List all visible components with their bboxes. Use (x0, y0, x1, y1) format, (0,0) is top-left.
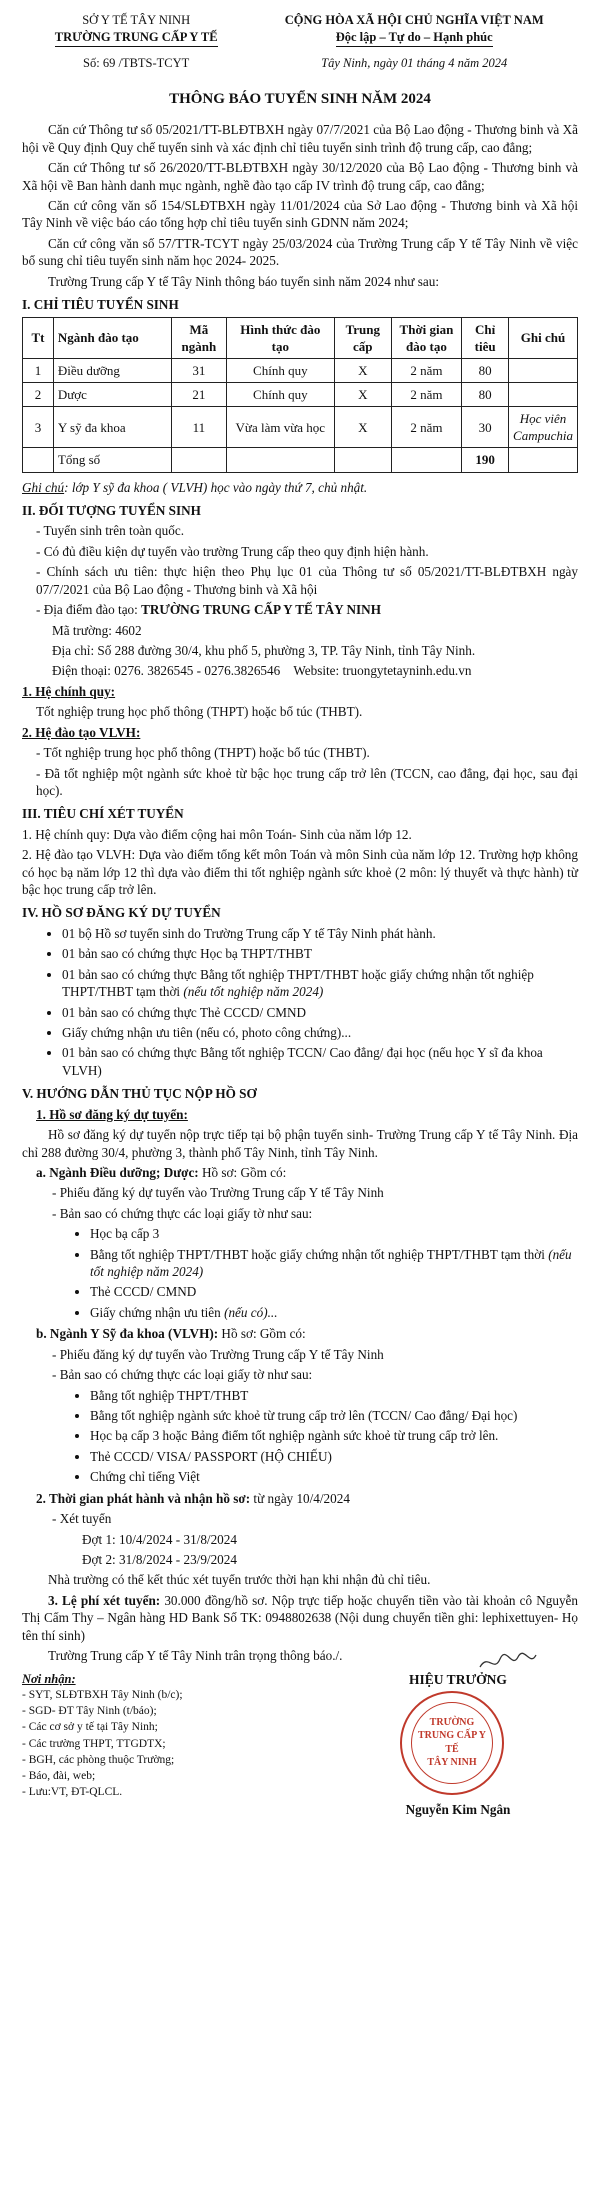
program-b-line: - Bản sao có chứng thực các loại giấy tờ như sau: (52, 1367, 313, 1383)
table-cell (509, 382, 578, 406)
table-cell: 2 năm (391, 407, 462, 448)
regular-program-heading: 1. Hệ chính quy: (22, 683, 116, 699)
national-motto (250, 12, 578, 47)
column-header: Mã ngành (171, 317, 226, 358)
eligibility-item: - Tuyển sinh trên toàn quốc. (36, 523, 184, 539)
schedule-round: Đợt 2: 31/8/2024 - 23/9/2024 (82, 1551, 237, 1567)
intro-paragraph: Trường Trung cấp Y tế Tây Ninh thông báo tuyển sinh năm 2024 như sau: (48, 273, 439, 289)
program-a-line: - Phiếu đăng ký dự tuyển vào Trường Trung cấp Y tế Tây Ninh (52, 1185, 384, 1201)
list-item: • Học bạ cấp 3 (90, 1225, 578, 1242)
eligibility-item: - Có đủ điều kiện dự tuyển vào trường Trung cấp theo quy định hiện hành. (36, 543, 429, 559)
list-item: • 01 bản sao có chứng thực Thẻ CCCD/ CMND (62, 1004, 578, 1021)
table-row (23, 407, 578, 448)
training-location: - Địa điểm đào tạo: TRƯỜNG TRUNG CẤP Y TẾ TÂY NINH (36, 602, 381, 618)
table-cell: 80 (462, 358, 509, 382)
recipient: - Báo, đài, web; (22, 1769, 96, 1782)
table-cell: 2 năm (391, 358, 462, 382)
list-item: • Bằng tốt nghiệp THPT/THBT (90, 1387, 578, 1404)
table-cell: 2 năm (391, 382, 462, 406)
org-line-1: SỞ Y TẾ TÂY NINH (82, 13, 191, 27)
table-cell: 3 (23, 407, 54, 448)
closing-line: Trường Trung cấp Y tế Tây Ninh trân trọng thông báo./. (48, 1648, 343, 1664)
column-header: Chỉ tiêu (462, 317, 509, 358)
table-cell: 11 (171, 407, 226, 448)
intro-paragraph: Căn cứ công văn số 154/SLĐTBXH ngày 11/01/2024 của Sở Lao động - Thương binh và Xã hội Tây Ninh về việc báo cáo tổng hợp chỉ tiêu tuyển sinh GDNN năm 2024; (22, 197, 578, 231)
table-cell: Chính quy (226, 358, 334, 382)
regular-program-text: Tốt nghiệp trung học phổ thông (THPT) hoặc bổ túc (THBT). (36, 704, 363, 720)
table-cell: Điều dưỡng (53, 358, 171, 382)
issuing-organization (22, 12, 250, 47)
table-cell: Y sỹ đa khoa (53, 407, 171, 448)
recipients-label: Nơi nhận: (22, 1671, 76, 1686)
list-item: • Thẻ CCCD/ VISA/ PASSPORT (HỘ CHIẾU) (90, 1448, 578, 1465)
list-item: • Bằng tốt nghiệp ngành sức khoẻ từ trung cấp trở lên (TCCN/ Cao đẳng/ Đại học) (90, 1407, 578, 1424)
school-code: Mã trường: 4602 (52, 622, 142, 638)
table-cell: Vừa làm vừa học (226, 407, 334, 448)
column-header: Trung cấp (334, 317, 391, 358)
table-cell: 1 (23, 358, 54, 382)
table-cell: 21 (171, 382, 226, 406)
list-item: • Giấy chứng nhận ưu tiên (nếu có)... (90, 1304, 578, 1321)
column-header: Tt (23, 317, 54, 358)
document-date: Tây Ninh, ngày 01 tháng 4 năm 2024 (321, 56, 508, 70)
program-a-line: - Bản sao có chứng thực các loại giấy tờ như sau: (52, 1205, 313, 1221)
table-cell: Dược (53, 382, 171, 406)
phone-number: Điện thoại: 0276. 3826545 - 0276.3826546 (52, 663, 281, 679)
fee-paragraph: 3. Lệ phí xét tuyển: 30.000 đồng/hồ sơ. Nộp trực tiếp hoặc chuyển tiền vào tài khoản cô Nguyễn Thị Cẩm Thy – Ngân hàng HD Bank Số TK: 0948802638 (Nội dung chuyển tiền ghi: lephixettuyen- Họ tên thí sinh) (22, 1592, 579, 1643)
list-item: • Giấy chứng nhận ưu tiên (nếu có, photo công chứng)... (62, 1024, 578, 1041)
intro-paragraph: Căn cứ công văn số 57/TTR-TCYT ngày 25/03/2024 của Trường Trung cấp Y tế Tây Ninh về việc bổ sung chỉ tiêu tuyển sinh năm học 2024- 2025. (22, 235, 578, 269)
list-item: • Thẻ CCCD/ CMND (90, 1283, 578, 1300)
table-cell: X (334, 358, 391, 382)
intro-paragraph: Căn cứ Thông tư số 05/2021/TT-BLĐTBXH ngày 07/7/2021 của Bộ Lao động - Thương binh và Xã hội về Quy định Quy chế tuyển sinh và xác định chỉ tiêu tuyển sinh trình độ trung cấp, cao đẳng; (22, 122, 578, 155)
program-b-heading: b. Ngành Y Sỹ đa khoa (VLVH): Hồ sơ: Gồm có: (36, 1326, 306, 1342)
table-cell: 31 (171, 358, 226, 382)
list-item: • 01 bản sao có chứng thực Bằng tốt nghiệp THPT/THBT hoặc giấy chứng nhận tốt nghiệp THPT/THBT tạm thời (nếu tốt nghiệp năm 2024) (62, 966, 578, 1001)
quota-note: Ghi chú: lớp Y sỹ đa khoa ( VLVH) học vào ngày thứ 7, chủ nhật. (22, 479, 368, 495)
table-cell: X (334, 407, 391, 448)
program-a-heading: a. Ngành Điều dưỡng; Dược: Hồ sơ: Gồm có: (36, 1164, 287, 1180)
total-label: Tổng số (53, 448, 171, 472)
table-row (23, 382, 578, 406)
website-link[interactable]: Website: truongytetayninh.edu.vn (293, 663, 472, 679)
procedure-text: Hồ sơ đăng ký dự tuyển nộp trực tiếp tại bộ phận tuyển sinh- Trường Trung cấp Y tế Tây Ninh. Địa chỉ 288 đường 30/4, phường 3, thành phố Tây Ninh, tỉnh Tây Ninh. (22, 1127, 578, 1160)
recipients-block (22, 1671, 272, 1802)
column-header: Hình thức đào tạo (226, 317, 334, 358)
nation-line-2: Độc lập – Tự do – Hạnh phúc (336, 29, 493, 48)
section-heading-criteria: III. TIÊU CHÍ XÉT TUYỂN (22, 806, 184, 822)
nation-line-1: CỘNG HÒA XÃ HỘI CHỦ NGHĨA VIỆT NAM (284, 13, 544, 27)
table-cell: 2 (23, 382, 54, 406)
list-item: • 01 bản sao có chứng thực Bằng tốt nghiệp TCCN/ Cao đẳng/ đại học (nếu học Y sĩ đa khoa VLVH) (62, 1044, 578, 1079)
list-item: • 01 bản sao có chứng thực Học bạ THPT/THBT (62, 945, 578, 962)
parttime-program-item: - Tốt nghiệp trung học phổ thông (THPT) hoặc bổ túc (THBT). (36, 745, 370, 761)
signer-name: Nguyễn Kim Ngân (405, 1801, 511, 1817)
list-item: • Chứng chỉ tiếng Việt (90, 1468, 578, 1485)
signature-scribble-icon (478, 1649, 538, 1675)
official-seal: TRƯỜNG TRUNG CẤP Y TẾ TÂY NINH (400, 1691, 504, 1795)
table-total-row (23, 448, 578, 472)
document-number: Số: 69 /TBTS-TCYT (83, 56, 190, 70)
program-a-list (22, 1225, 578, 1321)
signature-block (338, 1671, 578, 1817)
recipient: - BGH, các phòng thuộc Trường; (22, 1753, 175, 1766)
table-cell: 80 (462, 382, 509, 406)
column-header: Ngành đào tạo (53, 317, 171, 358)
signer-title: HIỆU TRƯỞNG (409, 1671, 507, 1687)
criteria-item: 2. Hệ đào tạo VLVH: Dựa vào điểm tổng kết môn Toán và môn Sinh của năm lớp 12. Trường hợp không có học bạ năm lớp 12 thì dựa vào điểm thi tốt nghiệp ngành sức khoẻ (2 môn: lý thuyết và thực hành) từ bậc học trung cấp trở lên. (22, 847, 578, 898)
list-item: • Bằng tốt nghiệp THPT/THBT hoặc giấy chứng nhận tốt nghiệp THPT/THBT tạm thời (nếu tốt nghiệp năm 2024) (90, 1246, 578, 1281)
section-heading-procedure: V. HƯỚNG DẪN THỦ TỤC NỘP HỒ SƠ (22, 1086, 257, 1102)
contact-line (52, 662, 578, 679)
procedure-subheading: 1. Hồ sơ đăng ký dự tuyển: (36, 1106, 188, 1122)
recipient: - Các cơ sở y tế tại Tây Ninh; (22, 1721, 158, 1734)
quota-table (22, 317, 578, 473)
schedule-note: Nhà trường có thể kết thúc xét tuyển trước thời hạn khi nhận đủ chỉ tiêu. (48, 1572, 431, 1588)
program-b-line: - Phiếu đăng ký dự tuyển vào Trường Trung cấp Y tế Tây Ninh (52, 1346, 384, 1362)
schedule-line: - Xét tuyển (52, 1511, 112, 1527)
program-b-list (22, 1387, 578, 1486)
parttime-program-item: - Đã tốt nghiệp một ngành sức khoẻ từ bậc học trung cấp trở lên (TCCN, cao đẳng, đại học, sau đại học). (36, 765, 578, 798)
table-cell: Chính quy (226, 382, 334, 406)
schedule-heading: 2. Thời gian phát hành và nhận hồ sơ: từ ngày 10/4/2024 (36, 1490, 350, 1506)
column-header: Thời gian đào tạo (391, 317, 462, 358)
intro-paragraph: Căn cứ Thông tư số 26/2020/TT-BLĐTBXH ngày 30/12/2020 của Bộ Lao động - Thương binh và Xã hội về Ban hành danh mục ngành, nghề đào tạo cấp IV trình độ trung cấp, cao đẳng; (22, 160, 578, 193)
column-header: Ghi chú (509, 317, 578, 358)
criteria-item: 1. Hệ chính quy: Dựa vào điểm cộng hai môn Toán- Sinh của năm lớp 12. (22, 826, 412, 842)
documents-list (22, 925, 578, 1079)
section-heading-quota: I. CHỈ TIÊU TUYỂN SINH (22, 297, 179, 313)
table-cell: Học viên Campuchia (509, 407, 578, 448)
recipient: - SGD- ĐT Tây Ninh (t/báo); (22, 1705, 157, 1718)
table-cell (509, 358, 578, 382)
schedule-round: Đợt 1: 10/4/2024 - 31/8/2024 (82, 1531, 237, 1547)
list-item: • Học bạ cấp 3 hoặc Bảng điểm tốt nghiệp ngành sức khoẻ từ trung cấp trở lên. (90, 1427, 578, 1444)
document-title: THÔNG BÁO TUYỂN SINH NĂM 2024 (169, 90, 431, 107)
recipient: - Các trường THPT, TTGDTX; (22, 1737, 166, 1750)
section-heading-documents: IV. HỒ SƠ ĐĂNG KÝ DỰ TUYỂN (22, 905, 221, 921)
school-address: Địa chỉ: Số 288 đường 30/4, khu phố 5, phường 3, TP. Tây Ninh, tỉnh Tây Ninh. (52, 642, 476, 658)
document-header (22, 12, 578, 47)
section-heading-eligibility: II. ĐỐI TƯỢNG TUYỂN SINH (22, 503, 201, 519)
table-cell: 30 (462, 407, 509, 448)
eligibility-item: - Chính sách ưu tiên: thực hiện theo Phụ lục 01 của Thông tư số 05/2021/TT-BLĐTBXH ngày 07/7/2021 của Bộ Lao động - Thương binh và Xã hội (36, 564, 578, 597)
table-header-row (23, 317, 578, 358)
total-value: 190 (462, 448, 509, 472)
recipient: - Lưu:VT, ĐT-QLCL. (22, 1786, 123, 1799)
table-row (23, 358, 578, 382)
document-footer (22, 1671, 578, 1817)
recipient: - SYT, SLĐTBXH Tây Ninh (b/c); (22, 1689, 183, 1701)
list-item: • 01 bộ Hồ sơ tuyển sinh do Trường Trung cấp Y tế Tây Ninh phát hành. (62, 925, 578, 942)
table-cell: X (334, 382, 391, 406)
org-line-2: TRƯỜNG TRUNG CẤP Y TẾ (55, 29, 218, 48)
parttime-program-heading: 2. Hệ đào tạo VLVH: (22, 724, 141, 740)
